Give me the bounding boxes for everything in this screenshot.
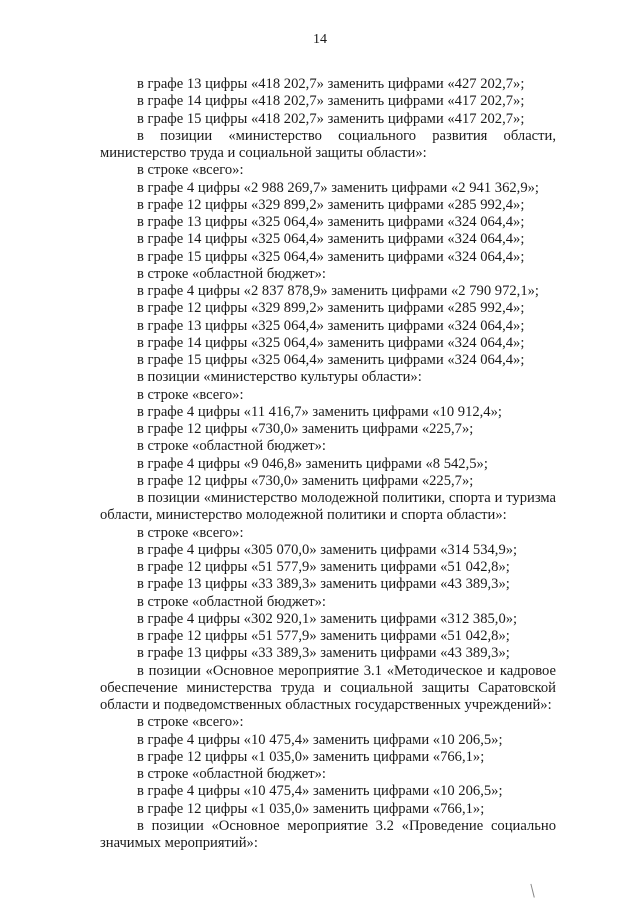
text-line: в графе 4 цифры «2 988 269,7» заменить цифрами «2 941 362,9»; [137, 179, 539, 196]
text-line: в графе 14 цифры «325 064,4» заменить цифрами «324 064,4»; [137, 231, 525, 248]
text-line: в графе 12 цифры «730,0» заменить цифрами «225,7»; [137, 421, 474, 437]
text-line: в графе 4 цифры «302 920,1» заменить цифрами «312 385,0»; [137, 610, 518, 627]
text-line: в графе 12 цифры «1 035,0» заменить цифрами «766,1»; [137, 800, 485, 817]
text-line: в графе 13 цифры «418 202,7» заменить цифрами «427 202,7»; [137, 76, 525, 92]
text-line: в графе 4 цифры «9 046,8» заменить цифрами «8 542,5»; [137, 455, 488, 472]
text-line: в строке «всего»: [137, 386, 244, 403]
text-line: в графе 12 цифры «730,0» заменить цифрами «225,7»; [137, 472, 474, 489]
page-number: 14 [313, 32, 327, 47]
text-line: в позиции «министерство культуры области»: [137, 369, 422, 386]
text-line: в строке «всего»: [137, 524, 244, 541]
text-line: в строке «областной бюджет»: [137, 265, 326, 282]
text-line: в строке «всего»: [137, 714, 244, 731]
document-body [100, 76, 556, 852]
text-line: в графе 14 цифры «325 064,4» заменить цифрами «324 064,4»; [137, 334, 525, 351]
text-line: в графе 4 цифры «10 475,4» заменить цифрами «10 206,5»; [137, 731, 503, 748]
text-paragraph: в позиции «министерство социального развития области, министерство труда и социальной защиты области»: [100, 127, 556, 161]
text-paragraph: в позиции «Основное мероприятие 3.1 «Методическое и кадровое обеспечение министерства труда и социальной защиты Саратовской области и подведомственных областных государственных учреждений»: [100, 662, 556, 713]
text-line: в графе 15 цифры «418 202,7» заменить цифрами «417 202,7»; [137, 110, 525, 127]
text-line: в графе 12 цифры «329 899,2» заменить цифрами «285 992,4»; [137, 196, 525, 213]
text-line: в строке «всего»: [137, 162, 244, 179]
text-line: в графе 4 цифры «11 416,7» заменить цифрами «10 912,4»; [137, 403, 502, 420]
text-line: в строке «областной бюджет»: [137, 438, 326, 455]
text-line: в графе 12 цифры «51 577,9» заменить цифрами «51 042,8»; [137, 559, 510, 575]
text-line: в графе 12 цифры «1 035,0» заменить цифрами «766,1»; [137, 748, 485, 765]
text-line: в графе 13 цифры «325 064,4» заменить цифрами «324 064,4»; [137, 214, 525, 230]
text-line: в графе 13 цифры «33 389,3» заменить цифрами «43 389,3»; [137, 645, 510, 662]
text-line: в строке «областной бюджет»: [137, 766, 326, 782]
pen-mark [530, 882, 540, 897]
text-line: в графе 15 цифры «325 064,4» заменить цифрами «324 064,4»; [137, 248, 525, 265]
text-line: в графе 14 цифры «418 202,7» заменить цифрами «417 202,7»; [137, 93, 525, 110]
text-line: в графе 15 цифры «325 064,4» заменить цифрами «324 064,4»; [137, 352, 525, 368]
text-line: в графе 13 цифры «33 389,3» заменить цифрами «43 389,3»; [137, 576, 510, 593]
text-line: в строке «областной бюджет»: [137, 593, 326, 610]
text-paragraph: в позиции «Основное мероприятие 3.2 «Проведение социально значимых мероприятий»: [100, 817, 556, 851]
text-line: в графе 4 цифры «2 837 878,9» заменить цифрами «2 790 972,1»; [137, 283, 539, 299]
text-paragraph: в позиции «министерство молодежной политики, спорта и туризма области, министерство молодежной политики и спорта области»: [100, 490, 556, 524]
text-line: в графе 12 цифры «329 899,2» заменить цифрами «285 992,4»; [137, 300, 525, 317]
text-line: в графе 13 цифры «325 064,4» заменить цифрами «324 064,4»; [137, 317, 525, 334]
text-line: в графе 4 цифры «305 070,0» заменить цифрами «314 534,9»; [137, 541, 518, 558]
text-line: в графе 12 цифры «51 577,9» заменить цифрами «51 042,8»; [137, 628, 510, 644]
text-line: в графе 4 цифры «10 475,4» заменить цифрами «10 206,5»; [137, 783, 503, 800]
